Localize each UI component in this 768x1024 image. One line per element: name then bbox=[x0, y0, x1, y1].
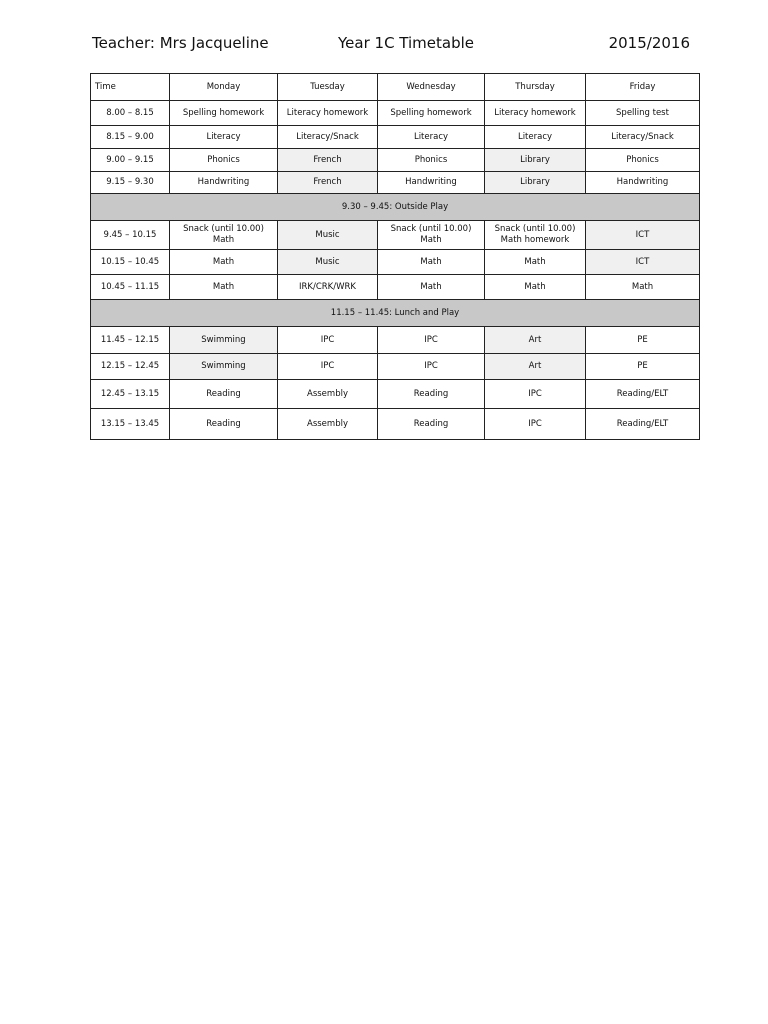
monday-cell: Reading bbox=[170, 409, 278, 440]
monday-cell: Handwriting bbox=[170, 172, 278, 194]
thursday-cell: Literacy bbox=[485, 126, 586, 149]
break-label: 9.30 – 9.45: Outside Play bbox=[91, 194, 700, 221]
time-cell: 10.15 – 10.45 bbox=[91, 250, 170, 275]
tuesday-cell: IRK/CRK/WRK bbox=[278, 275, 378, 300]
table-row bbox=[91, 126, 700, 149]
table-row bbox=[91, 409, 700, 440]
time-cell: 10.45 – 11.15 bbox=[91, 275, 170, 300]
friday-cell: Spelling test bbox=[586, 101, 700, 126]
wednesday-cell: IPC bbox=[378, 327, 485, 354]
tuesday-cell: Assembly bbox=[278, 409, 378, 440]
tuesday-cell: IPC bbox=[278, 327, 378, 354]
tuesday-cell: Assembly bbox=[278, 380, 378, 409]
tuesday-cell: Literacy/Snack bbox=[278, 126, 378, 149]
column-header-tuesday: Tuesday bbox=[278, 74, 378, 101]
wednesday-cell: Spelling homework bbox=[378, 101, 485, 126]
thursday-cell: Library bbox=[485, 172, 586, 194]
table-row bbox=[91, 327, 700, 354]
monday-cell: Swimming bbox=[170, 354, 278, 380]
monday-cell: Swimming bbox=[170, 327, 278, 354]
monday-cell: Literacy bbox=[170, 126, 278, 149]
time-cell: 8.15 – 9.00 bbox=[91, 126, 170, 149]
time-cell: 8.00 – 8.15 bbox=[91, 101, 170, 126]
table-row bbox=[91, 101, 700, 126]
wednesday-cell bbox=[378, 221, 485, 250]
time-cell: 12.15 – 12.45 bbox=[91, 354, 170, 380]
break-label: 11.15 – 11.45: Lunch and Play bbox=[91, 300, 700, 327]
time-cell: 11.45 – 12.15 bbox=[91, 327, 170, 354]
monday-cell-line: Math bbox=[212, 235, 235, 245]
friday-cell: PE bbox=[586, 354, 700, 380]
thursday-cell: Art bbox=[485, 354, 586, 380]
table-row bbox=[91, 354, 700, 380]
friday-cell: ICT bbox=[586, 250, 700, 275]
table-row bbox=[91, 380, 700, 409]
friday-cell: Handwriting bbox=[586, 172, 700, 194]
thursday-cell-line: Math homework bbox=[500, 235, 570, 245]
tuesday-cell: French bbox=[278, 149, 378, 172]
page-title: Year 1C Timetable bbox=[338, 34, 475, 52]
friday-cell: Reading/ELT bbox=[586, 409, 700, 440]
teacher-name: Teacher: Mrs Jacqueline bbox=[92, 34, 269, 52]
thursday-cell-line: Snack (until 10.00) bbox=[494, 224, 576, 234]
monday-cell: Phonics bbox=[170, 149, 278, 172]
wednesday-cell: Math bbox=[378, 250, 485, 275]
table-row bbox=[91, 172, 700, 194]
school-year: 2015/2016 bbox=[608, 34, 690, 52]
tuesday-cell: IPC bbox=[278, 354, 378, 380]
monday-cell-line: Snack (until 10.00) bbox=[183, 224, 264, 234]
time-cell: 9.15 – 9.30 bbox=[91, 172, 170, 194]
wednesday-cell: Literacy bbox=[378, 126, 485, 149]
friday-cell: Phonics bbox=[586, 149, 700, 172]
thursday-cell: IPC bbox=[485, 380, 586, 409]
table-row bbox=[91, 221, 700, 250]
monday-cell: Math bbox=[170, 275, 278, 300]
column-header-time: Time bbox=[91, 74, 170, 101]
wednesday-cell: Handwriting bbox=[378, 172, 485, 194]
tuesday-cell: Literacy homework bbox=[278, 101, 378, 126]
tuesday-cell: Music bbox=[278, 221, 378, 250]
thursday-cell: Art bbox=[485, 327, 586, 354]
timetable bbox=[90, 73, 700, 440]
time-cell: 9.00 – 9.15 bbox=[91, 149, 170, 172]
table-row bbox=[91, 275, 700, 300]
wednesday-cell-line: Snack (until 10.00) bbox=[390, 224, 472, 234]
column-header-friday: Friday bbox=[586, 74, 700, 101]
monday-cell: Reading bbox=[170, 380, 278, 409]
column-header-thursday: Thursday bbox=[485, 74, 586, 101]
monday-cell: Spelling homework bbox=[170, 101, 278, 126]
time-cell: 12.45 – 13.15 bbox=[91, 380, 170, 409]
friday-cell: Reading/ELT bbox=[586, 380, 700, 409]
wednesday-cell: Reading bbox=[378, 380, 485, 409]
column-header-wednesday: Wednesday bbox=[378, 74, 485, 101]
break-row bbox=[91, 300, 700, 327]
time-cell: 9.45 – 10.15 bbox=[91, 221, 170, 250]
wednesday-cell: Reading bbox=[378, 409, 485, 440]
thursday-cell: IPC bbox=[485, 409, 586, 440]
page-header bbox=[92, 34, 690, 58]
thursday-cell: Library bbox=[485, 149, 586, 172]
header-row bbox=[91, 74, 700, 101]
thursday-cell: Math bbox=[485, 275, 586, 300]
friday-cell: ICT bbox=[586, 221, 700, 250]
tuesday-cell: Music bbox=[278, 250, 378, 275]
table-row bbox=[91, 149, 700, 172]
table-row bbox=[91, 250, 700, 275]
column-header-monday: Monday bbox=[170, 74, 278, 101]
monday-cell bbox=[170, 221, 278, 250]
wednesday-cell: Math bbox=[378, 275, 485, 300]
time-cell: 13.15 – 13.45 bbox=[91, 409, 170, 440]
wednesday-cell: Phonics bbox=[378, 149, 485, 172]
thursday-cell: Math bbox=[485, 250, 586, 275]
friday-cell: PE bbox=[586, 327, 700, 354]
friday-cell: Math bbox=[586, 275, 700, 300]
tuesday-cell: French bbox=[278, 172, 378, 194]
thursday-cell: Literacy homework bbox=[485, 101, 586, 126]
break-row bbox=[91, 194, 700, 221]
monday-cell: Math bbox=[170, 250, 278, 275]
thursday-cell bbox=[485, 221, 586, 250]
friday-cell: Literacy/Snack bbox=[586, 126, 700, 149]
wednesday-cell: IPC bbox=[378, 354, 485, 380]
wednesday-cell-line: Math bbox=[420, 235, 442, 245]
